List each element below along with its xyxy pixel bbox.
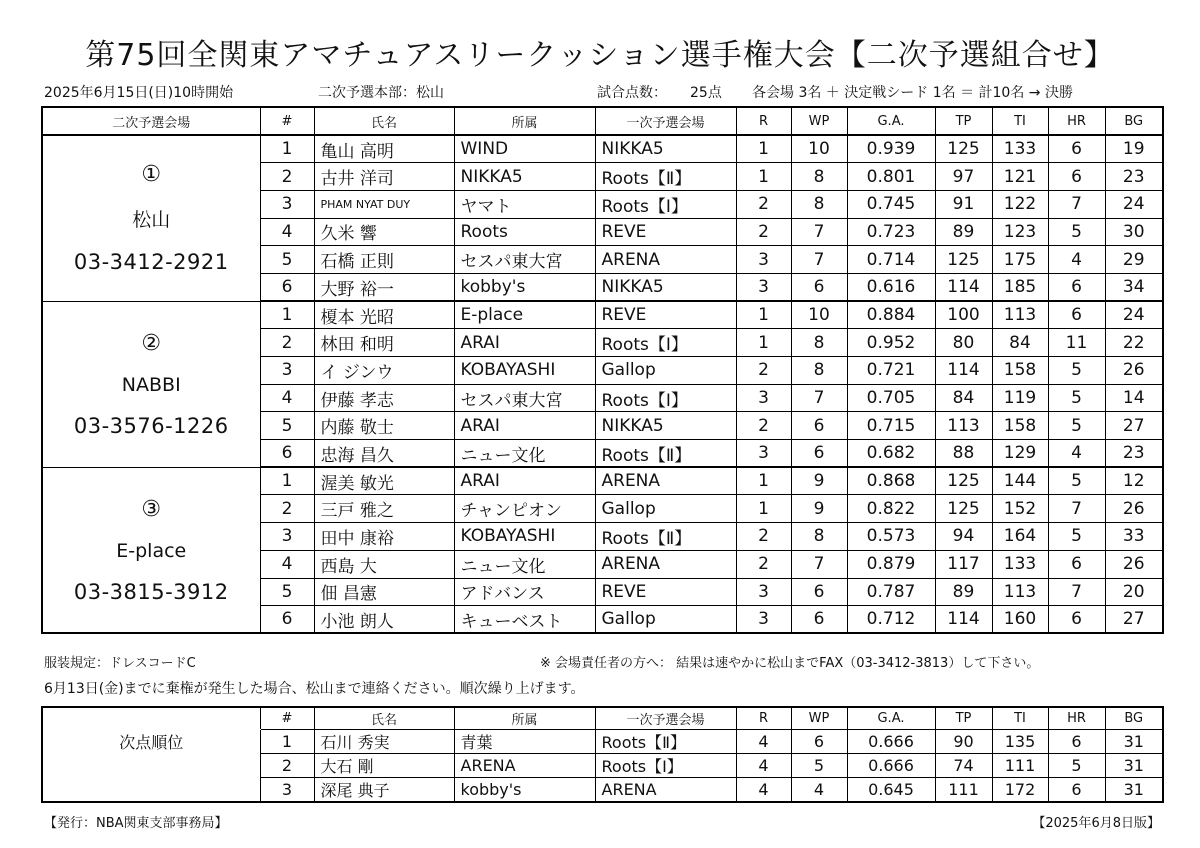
row-r: 1 — [736, 135, 791, 163]
row-r: 4 — [736, 729, 791, 753]
next-col-no: # — [260, 707, 314, 729]
row-hr: 5 — [1048, 218, 1105, 246]
row-bg: 27 — [1105, 412, 1163, 440]
row-name: 田中 康裕 — [314, 523, 454, 551]
row-wp: 8 — [791, 190, 847, 218]
row-first-venue: Roots【Ⅱ】 — [595, 163, 736, 191]
next-ranks-table — [41, 706, 1164, 803]
row-ti: 113 — [992, 301, 1048, 329]
row-ti: 160 — [992, 606, 1048, 634]
row-name: 石橋 正則 — [314, 246, 454, 274]
row-first-venue: Roots【Ⅱ】 — [595, 729, 736, 753]
venue-cell — [42, 135, 260, 301]
table-row — [42, 729, 1163, 753]
row-ti: 129 — [992, 440, 1048, 468]
col-bg: BG — [1105, 107, 1163, 135]
row-ga: 0.952 — [847, 329, 935, 357]
row-tp: 97 — [935, 163, 992, 191]
row-club: Roots — [454, 218, 595, 246]
row-name: 渥美 敏光 — [314, 467, 454, 495]
col-first-venue: 一次予選会場 — [595, 107, 736, 135]
row-r: 2 — [736, 523, 791, 551]
row-ga: 0.879 — [847, 550, 935, 578]
row-tp: 125 — [935, 135, 992, 163]
row-r: 3 — [736, 384, 791, 412]
row-bg: 33 — [1105, 523, 1163, 551]
row-first-venue: NIKKA5 — [595, 135, 736, 163]
row-ti: 119 — [992, 384, 1048, 412]
col-club: 所属 — [454, 107, 595, 135]
row-tp: 80 — [935, 329, 992, 357]
row-bg: 30 — [1105, 218, 1163, 246]
row-name: 石川 秀実 — [314, 729, 454, 753]
row-no: 5 — [260, 412, 314, 440]
venue-cell — [42, 301, 260, 467]
publisher: 【発行：NBA関東支部事務局】 — [44, 816, 228, 831]
row-no: 3 — [260, 357, 314, 385]
row-ti: 111 — [992, 753, 1048, 777]
row-tp: 74 — [935, 753, 992, 777]
row-ga: 0.573 — [847, 523, 935, 551]
row-name: 林田 和明 — [314, 329, 454, 357]
row-club: キューベスト — [454, 606, 595, 634]
row-wp: 9 — [791, 467, 847, 495]
row-r: 1 — [736, 301, 791, 329]
row-hr: 5 — [1048, 467, 1105, 495]
row-club: kobby's — [454, 273, 595, 301]
row-ga: 0.645 — [847, 777, 935, 802]
row-wp: 6 — [791, 273, 847, 301]
row-hr: 5 — [1048, 753, 1105, 777]
row-first-venue: Roots【Ⅱ】 — [595, 523, 736, 551]
row-hr: 5 — [1048, 357, 1105, 385]
row-first-venue: Roots【Ⅰ】 — [595, 753, 736, 777]
row-r: 3 — [736, 246, 791, 274]
table-row — [42, 467, 1163, 495]
row-hr: 5 — [1048, 412, 1105, 440]
row-first-venue: ARENA — [595, 467, 736, 495]
row-tp: 125 — [935, 495, 992, 523]
row-wp: 7 — [791, 550, 847, 578]
row-wp: 10 — [791, 301, 847, 329]
row-r: 2 — [736, 218, 791, 246]
row-ga: 0.666 — [847, 729, 935, 753]
row-bg: 24 — [1105, 190, 1163, 218]
row-first-venue: Roots【Ⅰ】 — [595, 384, 736, 412]
row-ti: 133 — [992, 550, 1048, 578]
row-hr: 4 — [1048, 440, 1105, 468]
row-club: ヤマト — [454, 190, 595, 218]
row-bg: 24 — [1105, 301, 1163, 329]
row-tp: 84 — [935, 384, 992, 412]
row-ti: 158 — [992, 412, 1048, 440]
row-no: 5 — [260, 246, 314, 274]
row-club: セスパ東大宮 — [454, 246, 595, 274]
row-name: PHAM NYAT DUY — [314, 190, 454, 218]
row-tp: 90 — [935, 729, 992, 753]
row-ga: 0.723 — [847, 218, 935, 246]
row-no: 6 — [260, 273, 314, 301]
next-col-ti: TI — [992, 707, 1048, 729]
row-r: 3 — [736, 606, 791, 634]
row-club: ARAI — [454, 412, 595, 440]
row-r: 4 — [736, 753, 791, 777]
row-ti: 113 — [992, 578, 1048, 606]
row-tp: 125 — [935, 467, 992, 495]
row-name: 久米 響 — [314, 218, 454, 246]
points-label: 試合点数： — [597, 85, 667, 101]
next-col-club: 所属 — [454, 707, 595, 729]
row-club: ARAI — [454, 329, 595, 357]
row-name: 佃 昌憲 — [314, 578, 454, 606]
table-row — [42, 135, 1163, 163]
row-wp: 8 — [791, 523, 847, 551]
row-bg: 31 — [1105, 777, 1163, 802]
row-hr: 6 — [1048, 163, 1105, 191]
next-col-ga: G.A. — [847, 707, 935, 729]
row-no: 2 — [260, 329, 314, 357]
row-ga: 0.721 — [847, 357, 935, 385]
venue-number: ② — [141, 330, 162, 356]
row-bg: 26 — [1105, 495, 1163, 523]
row-wp: 8 — [791, 163, 847, 191]
row-wp: 6 — [791, 578, 847, 606]
row-ti: 135 — [992, 729, 1048, 753]
row-tp: 91 — [935, 190, 992, 218]
venue-phone: 03-3576-1226 — [73, 413, 229, 438]
row-ga: 0.616 — [847, 273, 935, 301]
row-ti: 84 — [992, 329, 1048, 357]
row-ga: 0.868 — [847, 467, 935, 495]
row-hr: 7 — [1048, 190, 1105, 218]
venue-name: NABBI — [121, 373, 181, 396]
row-hr: 4 — [1048, 246, 1105, 274]
row-club: kobby's — [454, 777, 595, 802]
row-tp: 125 — [935, 246, 992, 274]
row-no: 3 — [260, 190, 314, 218]
row-bg: 22 — [1105, 329, 1163, 357]
row-r: 2 — [736, 412, 791, 440]
venue-number: ③ — [141, 496, 162, 522]
row-ti: 133 — [992, 135, 1048, 163]
row-r: 2 — [736, 550, 791, 578]
row-ga: 0.884 — [847, 301, 935, 329]
row-r: 3 — [736, 578, 791, 606]
points-value: 25点 — [690, 85, 722, 101]
next-col-name: 氏名 — [314, 707, 454, 729]
col-venue: 二次予選会場 — [42, 107, 260, 135]
row-r: 2 — [736, 190, 791, 218]
row-first-venue: Roots【Ⅱ】 — [595, 440, 736, 468]
row-ga: 0.712 — [847, 606, 935, 634]
row-ga: 0.745 — [847, 190, 935, 218]
row-name: 亀山 高明 — [314, 135, 454, 163]
row-ga: 0.705 — [847, 384, 935, 412]
row-ga: 0.822 — [847, 495, 935, 523]
row-wp: 4 — [791, 777, 847, 802]
date-line: 2025年6月15日(日)10時開始 — [44, 85, 234, 101]
venue-name: E-place — [116, 539, 187, 562]
col-wp: WP — [791, 107, 847, 135]
row-wp: 9 — [791, 495, 847, 523]
row-ga: 0.714 — [847, 246, 935, 274]
row-hr: 6 — [1048, 273, 1105, 301]
row-no: 2 — [260, 163, 314, 191]
row-r: 1 — [736, 467, 791, 495]
row-first-venue: NIKKA5 — [595, 273, 736, 301]
row-name: 深尾 典子 — [314, 777, 454, 802]
row-first-venue: REVE — [595, 301, 736, 329]
col-tp: TP — [935, 107, 992, 135]
row-hr: 6 — [1048, 135, 1105, 163]
row-name: 三戸 雅之 — [314, 495, 454, 523]
col-hr: HR — [1048, 107, 1105, 135]
col-name: 氏名 — [314, 107, 454, 135]
row-club: ARENA — [454, 753, 595, 777]
row-first-venue: Roots【Ⅰ】 — [595, 329, 736, 357]
row-name: 古井 洋司 — [314, 163, 454, 191]
venue-phone: 03-3412-2921 — [73, 250, 229, 275]
row-ti: 164 — [992, 523, 1048, 551]
next-col-first-venue: 一次予選会場 — [595, 707, 736, 729]
row-wp: 5 — [791, 753, 847, 777]
row-hr: 6 — [1048, 301, 1105, 329]
next-col-r: R — [736, 707, 791, 729]
row-ga: 0.715 — [847, 412, 935, 440]
row-wp: 8 — [791, 329, 847, 357]
row-first-venue: Roots【Ⅰ】 — [595, 190, 736, 218]
row-name: 小池 朗人 — [314, 606, 454, 634]
venue-name: 松山 — [132, 209, 171, 232]
row-no: 4 — [260, 384, 314, 412]
row-ga: 0.787 — [847, 578, 935, 606]
withdraw-note: 6月13日(金)までに棄権が発生した場合、松山まで連絡ください。順次繰り上げます。 — [44, 681, 585, 697]
table-row — [42, 301, 1163, 329]
row-bg: 27 — [1105, 606, 1163, 634]
row-club: NIKKA5 — [454, 163, 595, 191]
dress-code-note: 服装規定：ドレスコードC — [44, 656, 196, 671]
row-wp: 7 — [791, 246, 847, 274]
row-first-venue: REVE — [595, 218, 736, 246]
row-club: セスパ東大宮 — [454, 384, 595, 412]
row-r: 1 — [736, 329, 791, 357]
row-ti: 175 — [992, 246, 1048, 274]
row-tp: 100 — [935, 301, 992, 329]
row-no: 4 — [260, 550, 314, 578]
row-no: 5 — [260, 578, 314, 606]
row-hr: 7 — [1048, 578, 1105, 606]
row-tp: 114 — [935, 273, 992, 301]
row-name: 西島 大 — [314, 550, 454, 578]
next-col-tp: TP — [935, 707, 992, 729]
row-no: 6 — [260, 440, 314, 468]
row-club: アドバンス — [454, 578, 595, 606]
row-first-venue: ARENA — [595, 550, 736, 578]
hq-line: 二次予選本部：松山 — [318, 85, 444, 101]
row-no: 2 — [260, 753, 314, 777]
row-hr: 5 — [1048, 384, 1105, 412]
row-first-venue: Gallop — [595, 495, 736, 523]
row-ti: 185 — [992, 273, 1048, 301]
venue-cell — [42, 467, 260, 633]
row-wp: 6 — [791, 606, 847, 634]
row-tp: 89 — [935, 218, 992, 246]
row-first-venue: NIKKA5 — [595, 412, 736, 440]
row-tp: 88 — [935, 440, 992, 468]
format-line: 各会場 3名 ＋ 決定戦シード 1名 ＝ 計10名 → 決勝 — [752, 85, 1073, 101]
next-header-row — [42, 707, 1163, 729]
row-bg: 34 — [1105, 273, 1163, 301]
row-ga: 0.939 — [847, 135, 935, 163]
venue-phone: 03-3815-3912 — [73, 579, 229, 604]
row-ti: 158 — [992, 357, 1048, 385]
row-no: 1 — [260, 467, 314, 495]
row-name: 内藤 敬士 — [314, 412, 454, 440]
row-r: 2 — [736, 357, 791, 385]
row-club: E-place — [454, 301, 595, 329]
venue-number: ① — [141, 162, 162, 188]
row-first-venue: REVE — [595, 578, 736, 606]
row-name: イ ジンウ — [314, 357, 454, 385]
row-wp: 8 — [791, 357, 847, 385]
row-bg: 23 — [1105, 440, 1163, 468]
row-no: 2 — [260, 495, 314, 523]
row-wp: 6 — [791, 412, 847, 440]
row-tp: 94 — [935, 523, 992, 551]
row-hr: 7 — [1048, 495, 1105, 523]
next-col-wp: WP — [791, 707, 847, 729]
row-name: 榎本 光昭 — [314, 301, 454, 329]
table-header-row — [42, 107, 1163, 135]
row-first-venue: Gallop — [595, 606, 736, 634]
row-no: 3 — [260, 777, 314, 802]
row-no: 1 — [260, 729, 314, 753]
row-club: ニュー文化 — [454, 550, 595, 578]
row-club: KOBAYASHI — [454, 523, 595, 551]
row-no: 1 — [260, 301, 314, 329]
next-col-bg: BG — [1105, 707, 1163, 729]
next-col-blank — [42, 707, 260, 729]
col-no: # — [260, 107, 314, 135]
fax-note: ※ 会場責任者の方へ： 結果は速やかに松山までFAX（03-3412-3813）して下さい。 — [540, 656, 1040, 671]
row-club: KOBAYASHI — [454, 357, 595, 385]
row-no: 1 — [260, 135, 314, 163]
row-ga: 0.801 — [847, 163, 935, 191]
row-hr: 6 — [1048, 777, 1105, 802]
row-r: 4 — [736, 777, 791, 802]
row-tp: 114 — [935, 606, 992, 634]
row-hr: 5 — [1048, 523, 1105, 551]
row-tp: 113 — [935, 412, 992, 440]
col-ti: TI — [992, 107, 1048, 135]
row-wp: 6 — [791, 729, 847, 753]
row-wp: 6 — [791, 440, 847, 468]
row-tp: 111 — [935, 777, 992, 802]
row-no: 6 — [260, 606, 314, 634]
page-title: 第75回全関東アマチュアスリークッション選手権大会【二次予選組合せ】 — [85, 38, 1115, 73]
row-no: 3 — [260, 523, 314, 551]
row-bg: 26 — [1105, 550, 1163, 578]
row-club: 青葉 — [454, 729, 595, 753]
row-r: 1 — [736, 495, 791, 523]
row-wp: 10 — [791, 135, 847, 163]
row-first-venue: ARENA — [595, 246, 736, 274]
row-name: 大野 裕一 — [314, 273, 454, 301]
row-ti: 121 — [992, 163, 1048, 191]
row-wp: 7 — [791, 218, 847, 246]
row-ti: 144 — [992, 467, 1048, 495]
row-name: 忠海 昌久 — [314, 440, 454, 468]
row-tp: 117 — [935, 550, 992, 578]
col-ga: G.A. — [847, 107, 935, 135]
row-bg: 31 — [1105, 729, 1163, 753]
row-ga: 0.682 — [847, 440, 935, 468]
row-r: 1 — [736, 163, 791, 191]
row-bg: 19 — [1105, 135, 1163, 163]
row-wp: 7 — [791, 384, 847, 412]
version: 【2025年6月8日版】 — [1032, 816, 1160, 831]
row-bg: 12 — [1105, 467, 1163, 495]
row-tp: 114 — [935, 357, 992, 385]
row-bg: 23 — [1105, 163, 1163, 191]
row-tp: 89 — [935, 578, 992, 606]
row-club: チャンピオン — [454, 495, 595, 523]
row-r: 3 — [736, 273, 791, 301]
row-club: ARAI — [454, 467, 595, 495]
row-club: WIND — [454, 135, 595, 163]
row-first-venue: Gallop — [595, 357, 736, 385]
col-r: R — [736, 107, 791, 135]
row-ti: 152 — [992, 495, 1048, 523]
row-no: 4 — [260, 218, 314, 246]
row-ti: 122 — [992, 190, 1048, 218]
row-bg: 26 — [1105, 357, 1163, 385]
row-hr: 11 — [1048, 329, 1105, 357]
row-ga: 0.666 — [847, 753, 935, 777]
row-ti: 123 — [992, 218, 1048, 246]
row-hr: 6 — [1048, 606, 1105, 634]
row-bg: 20 — [1105, 578, 1163, 606]
next-ranks-label: 次点順位 — [42, 729, 260, 802]
row-bg: 14 — [1105, 384, 1163, 412]
row-club: ニュー文化 — [454, 440, 595, 468]
row-r: 3 — [736, 440, 791, 468]
row-name: 伊藤 孝志 — [314, 384, 454, 412]
row-first-venue: ARENA — [595, 777, 736, 802]
row-name: 大石 剛 — [314, 753, 454, 777]
pairings-table — [41, 106, 1164, 634]
row-hr: 6 — [1048, 550, 1105, 578]
row-bg: 31 — [1105, 753, 1163, 777]
row-bg: 29 — [1105, 246, 1163, 274]
next-col-hr: HR — [1048, 707, 1105, 729]
row-ti: 172 — [992, 777, 1048, 802]
row-hr: 6 — [1048, 729, 1105, 753]
